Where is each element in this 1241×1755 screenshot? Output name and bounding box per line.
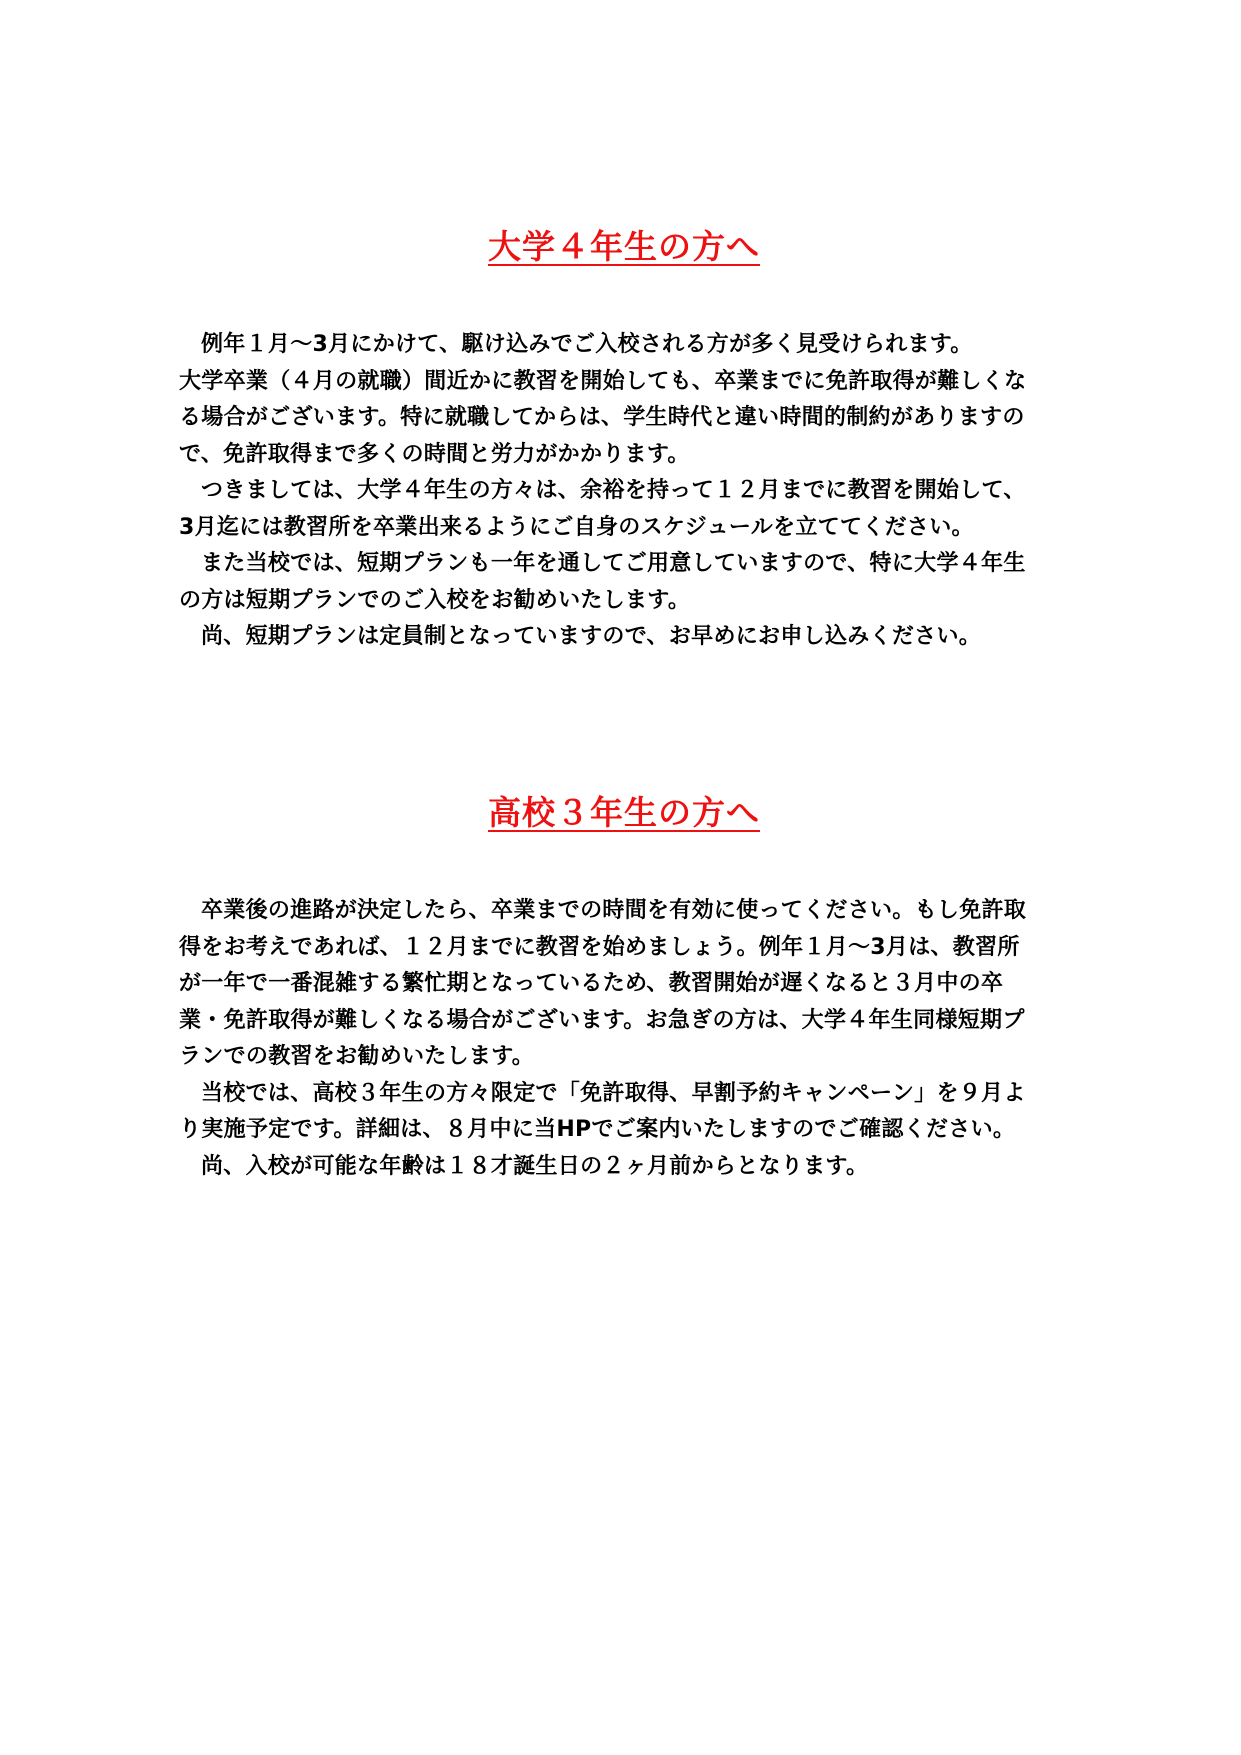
body-line: 当校では、高校３年生の方々限定で「免許取得、早割予約キャンペーン」を９月よ: [201, 1080, 1026, 1106]
body-line: 3月迄には教習所を卒業出来るようにご自身のスケジュールを立ててください。: [179, 514, 974, 540]
body-line: ランでの教習をお勧めいたします。: [179, 1044, 535, 1069]
body-line: が一年で一番混雑する繁忙期となっているため、教習開始が遅くなると３月中の卒: [179, 971, 1004, 996]
body-line: 尚、短期プランは定員制となっていますので、お早めにお申し込みください。: [201, 624, 982, 649]
body-line: 得をお考えであれば、１２月までに教習を始めましょう。例年１月～3月は、教習所: [179, 934, 1020, 960]
body-line: 大学卒業（４月の就職）間近かに教習を開始しても、卒業までに免許取得が難しくな: [179, 368, 1027, 394]
body-line: で、免許取得まで多くの時間と労力がかかります。: [179, 441, 690, 467]
section-high-school-seniors: [179, 788, 1069, 1185]
body-line: の方は短期プランでのご入校をお勧めいたします。: [179, 587, 691, 613]
body-line: また当校では、短期プランも一年を通してご用意していますので、特に大学４年生: [201, 551, 1026, 576]
section-heading: 大学４年生の方へ: [488, 227, 760, 266]
body-line: つきましては、大学４年生の方々は、余裕を持って１２月までに教習を開始して、: [201, 478, 1026, 503]
body-line: 卒業後の進路が決定したら、卒業までの時間を有効に使ってください。もし免許取: [201, 898, 1027, 923]
section-body: [179, 327, 1069, 656]
section-body: [179, 893, 1069, 1185]
body-line: 尚、入校が可能な年齢は１８才誕生日の２ヶ月前からとなります。: [201, 1153, 869, 1179]
body-line: る場合がございます。特に就職してからは、学生時代と違い時間的制約がありますの: [179, 405, 1025, 430]
section-heading: 高校３年生の方へ: [488, 793, 760, 832]
body-line: 例年１月～3月にかけて、駆け込みでご入校される方が多く見受けられます。: [201, 332, 973, 357]
body-line: 業・免許取得が難しくなる場合がございます。お急ぎの方は、大学４年生同様短期プ: [179, 1007, 1025, 1033]
section-university-seniors: [179, 222, 1069, 656]
body-line: り実施予定です。詳細は、８月中に当HPでご案内いたしますのでご確認ください。: [179, 1117, 1016, 1142]
